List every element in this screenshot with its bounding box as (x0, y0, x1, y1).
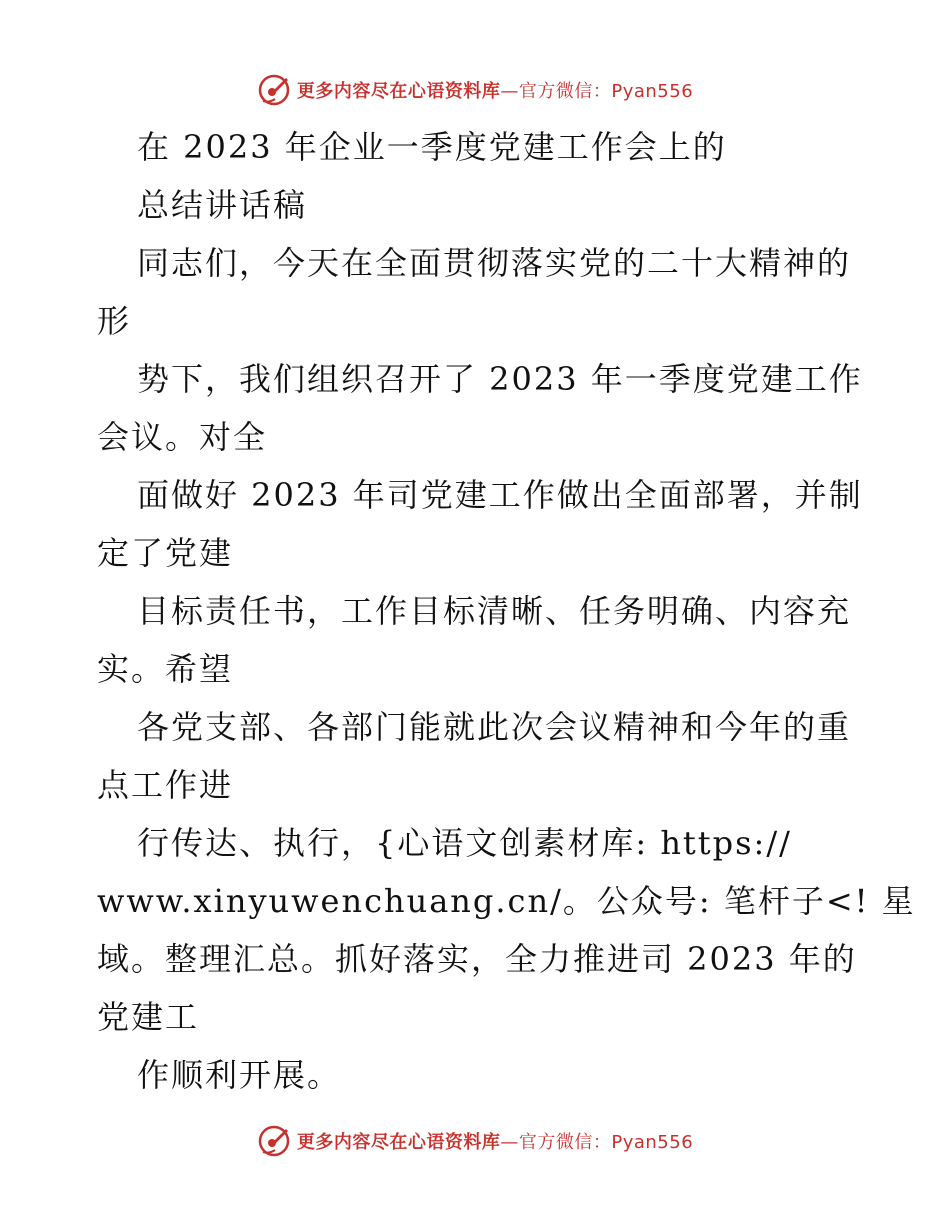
text-line: www.xinyuwenchuang.cn/。公众号: 笔杆子<! 星 (97, 882, 916, 920)
banner-wechat: 官方微信：Pyan556 (518, 1132, 694, 1153)
pen-logo-icon (257, 1124, 291, 1158)
header-banner (0, 70, 950, 110)
banner-brand: 更多内容尽在心语资料库 (296, 81, 501, 102)
text-line: 作顺利开展。 (137, 1056, 342, 1094)
text-line: 形 (97, 302, 132, 340)
text-line: 在 2023 年企业一季度党建工作会上的 (137, 128, 727, 166)
text-line: 总结讲话稿 (137, 186, 308, 224)
text-line: 实。希望 (97, 650, 234, 688)
banner-separator: — (500, 81, 519, 102)
banner-text (297, 1128, 693, 1154)
text-line: 目标责任书，工作目标清晰、任务明确、内容充 (137, 592, 852, 630)
text-line: 定了党建 (97, 534, 234, 572)
text-line: 行传达、执行，{心语文创素材库: https:// (137, 824, 792, 862)
text-line: 同志们，今天在全面贯彻落实党的二十大精神的 (137, 244, 852, 282)
text-line: 各党支部、各部门能就此次会议精神和今年的重 (137, 708, 852, 746)
text-line: 域。整理汇总。抓好落实，全力推进司 2023 年的 (97, 940, 857, 978)
banner-brand: 更多内容尽在心语资料库 (296, 1132, 501, 1153)
document-body (97, 118, 916, 1104)
text-line: 势下，我们组织召开了 2023 年一季度党建工作 (137, 360, 863, 398)
text-line: 面做好 2023 年司党建工作做出全面部署，并制 (137, 476, 863, 514)
text-line: 点工作进 (97, 766, 234, 804)
banner-separator: — (500, 1132, 519, 1153)
text-line: 会议。对全 (97, 418, 268, 456)
pen-logo-icon (257, 73, 291, 107)
text-line: 党建工 (97, 998, 200, 1036)
footer-banner (0, 1121, 950, 1161)
banner-text (297, 77, 693, 103)
banner-wechat: 官方微信：Pyan556 (518, 81, 694, 102)
